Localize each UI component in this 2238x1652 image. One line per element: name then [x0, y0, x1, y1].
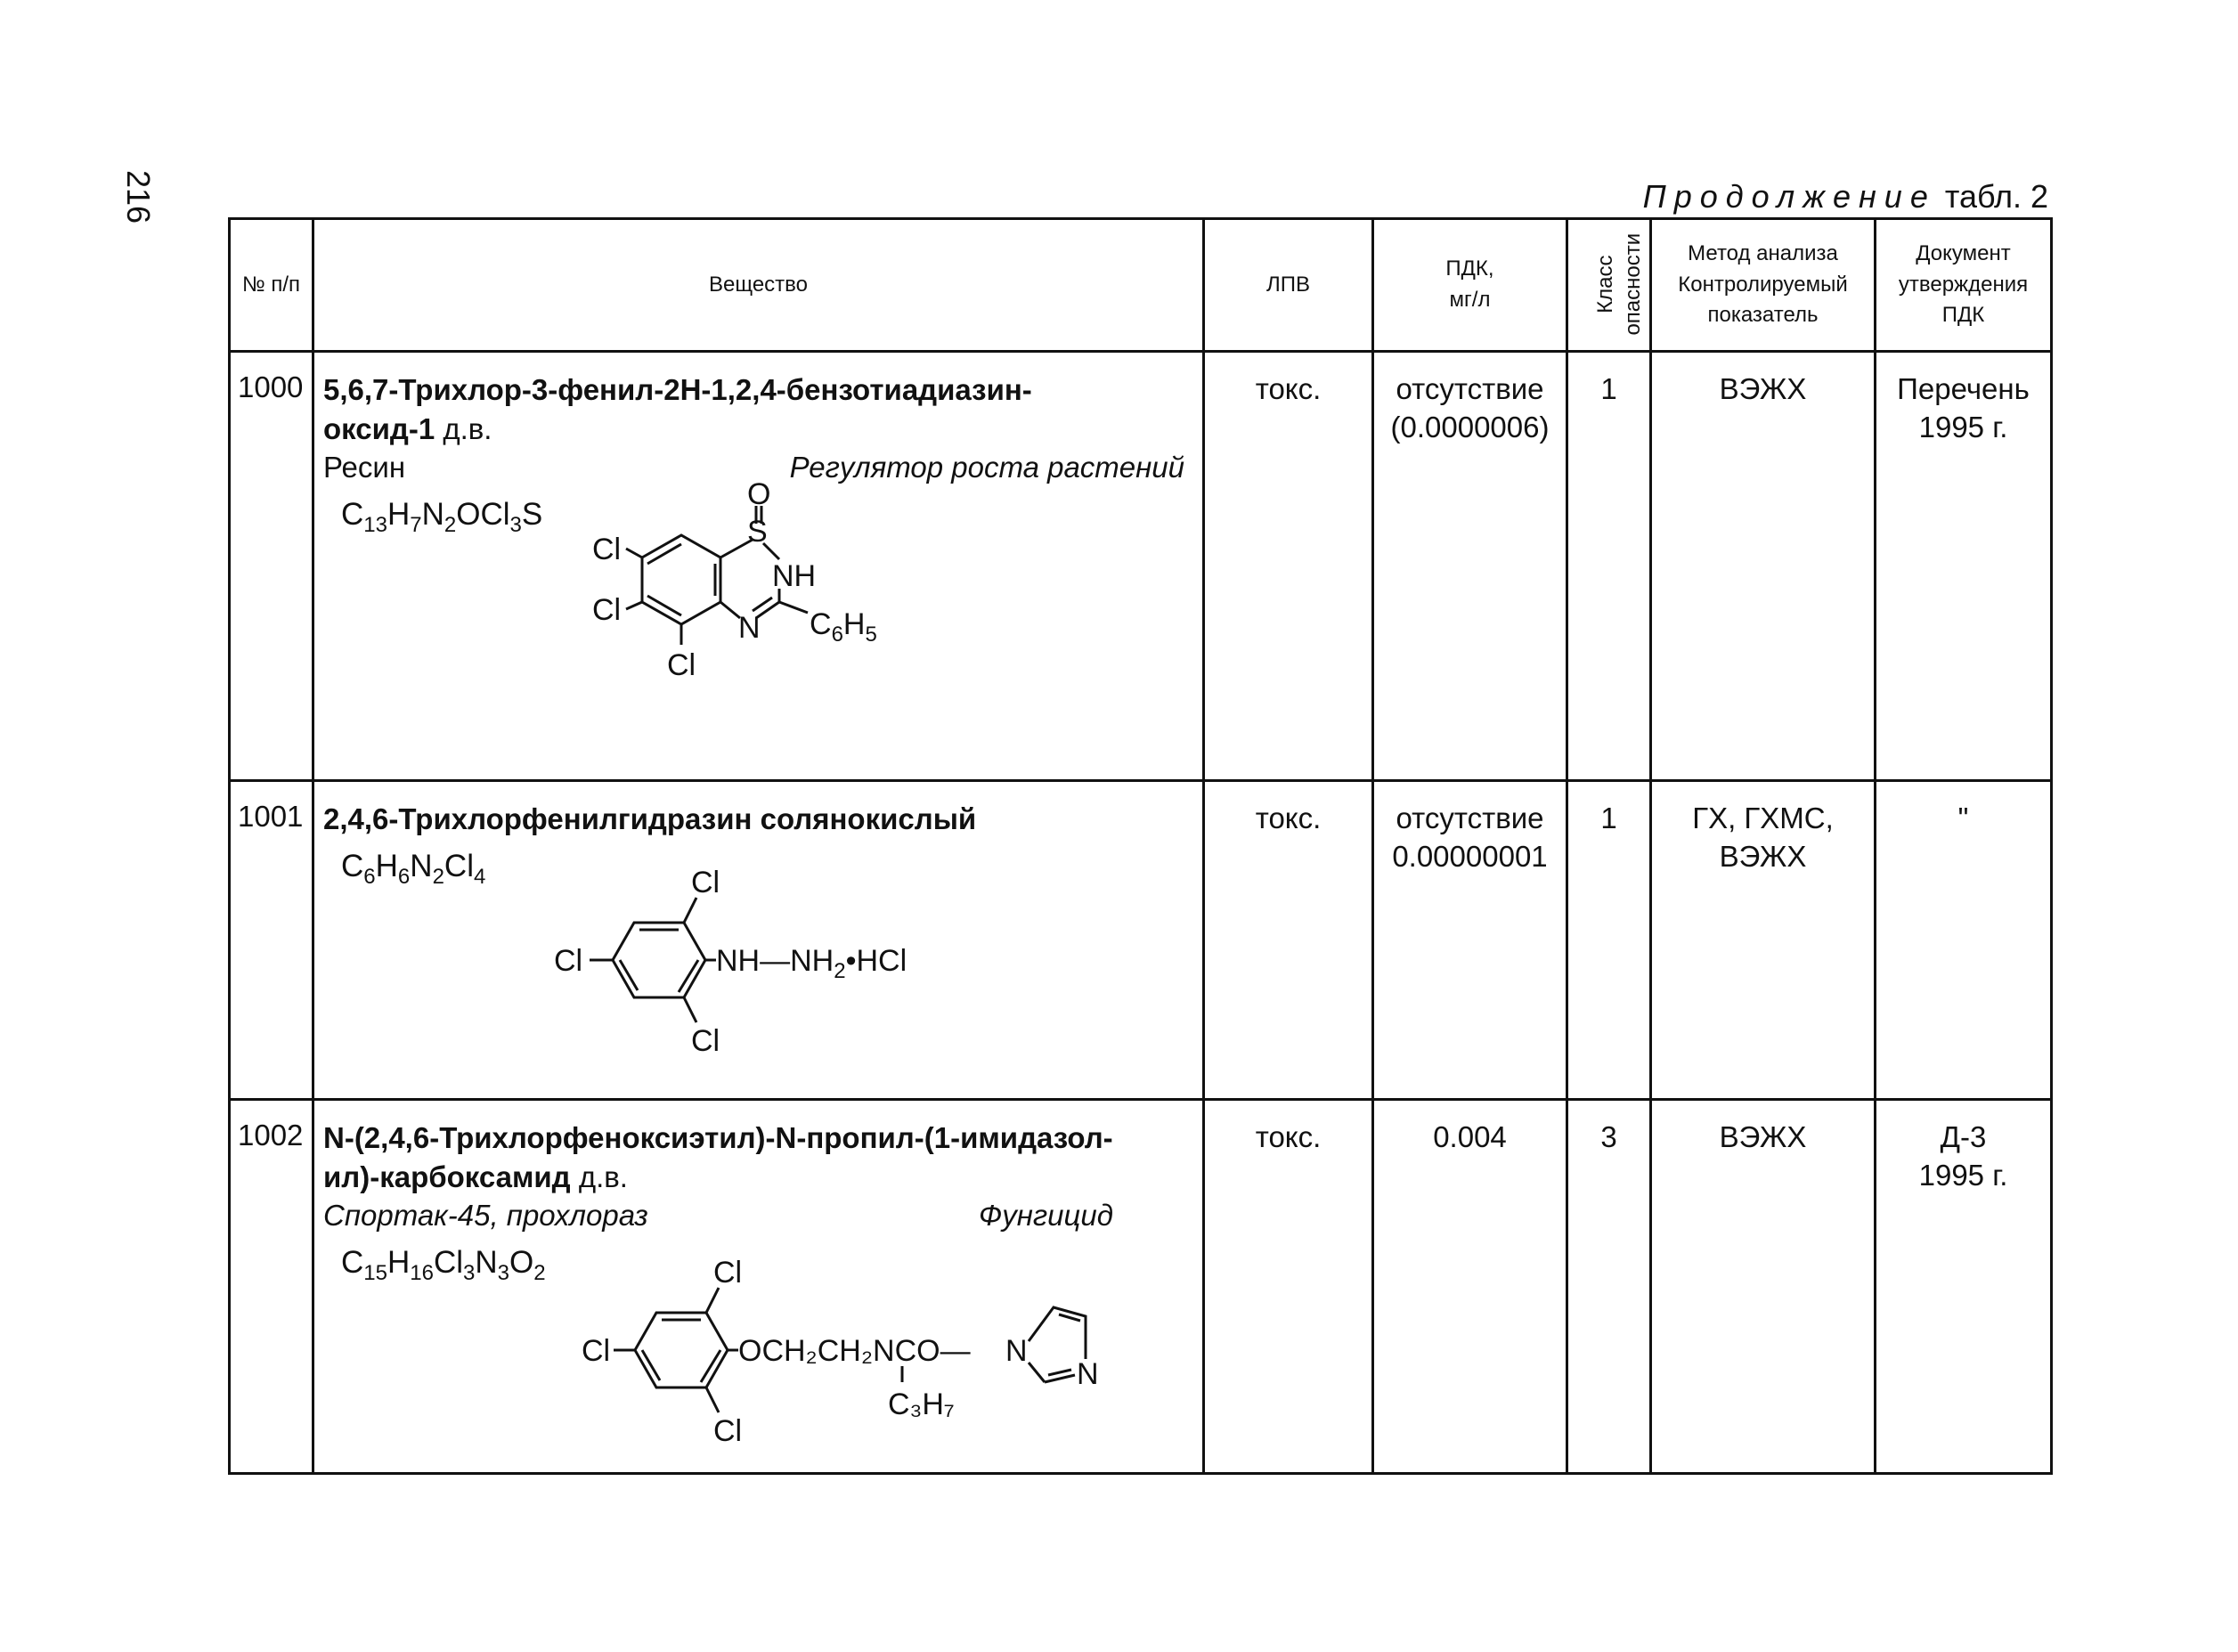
- structure-prochloraz: [582, 1252, 1187, 1466]
- bond-cl: [684, 898, 696, 923]
- atom-n: N: [738, 611, 761, 645]
- molecular-formula: $C_6H_6N_2Cl_4$: [341, 848, 486, 889]
- bond-cl: [626, 549, 642, 557]
- atom-cl: Cl: [691, 1024, 720, 1058]
- header-pdk: [1373, 219, 1567, 352]
- benzene-ring: [642, 535, 720, 624]
- hazard-class-cell: 1: [1567, 352, 1651, 781]
- atom-cl: Cl: [713, 1414, 743, 1448]
- trade-name: Ресин: [323, 451, 406, 484]
- pdk-value-line2: 0.00000001: [1392, 839, 1548, 873]
- header-method: [1651, 219, 1876, 352]
- atom-cl: Cl: [592, 533, 622, 566]
- header-num: № п/п: [230, 219, 313, 352]
- header-method-line3: показатель: [1707, 303, 1819, 328]
- method-line2: ВЭЖХ: [1719, 839, 1807, 873]
- pdk-value-line1: отсутствие: [1396, 802, 1544, 834]
- molecular-formula: $C_{13}H_7N_2OCl_3S$: [341, 496, 543, 537]
- substance-name: 2,4,6-Трихлорфенилгидразин солянокислый: [323, 802, 977, 835]
- pdk-value-line2: (0.0000006): [1390, 410, 1550, 444]
- atom-cl: Cl: [667, 648, 696, 682]
- header-pdk-line2: мг/л: [1449, 288, 1491, 312]
- imidazole-n3: N: [1077, 1357, 1099, 1391]
- pdk-cell: [1373, 352, 1567, 781]
- bond-cl: [626, 602, 642, 609]
- imidazole-ring: [1029, 1307, 1086, 1359]
- bond-c-phenyl: [779, 602, 808, 613]
- table-row: [230, 352, 2052, 781]
- substance-cell: [313, 781, 1204, 1100]
- atom-cl: Cl: [582, 1334, 611, 1368]
- method-cell: [1651, 781, 1876, 1100]
- ether-amide-chain: OCH₂CH₂NCO—: [738, 1334, 971, 1368]
- method-cell: [1651, 1100, 1876, 1474]
- page-number: 216: [120, 170, 157, 224]
- document-line1: Перечень: [1897, 372, 2030, 405]
- imidazole-double-bond: [1059, 1314, 1080, 1321]
- atom-cl: Cl: [691, 866, 720, 899]
- header-doc-line3: ПДК: [1941, 303, 1985, 328]
- substance-role: Регулятор роста растений: [789, 451, 1184, 484]
- atom-cl: Cl: [554, 944, 583, 978]
- document-ditto-mark: ": [1957, 802, 1969, 834]
- method-line1: ГХ, ГХМС,: [1692, 802, 1834, 834]
- ring-double-bond: [647, 596, 681, 615]
- document-cell: [1876, 352, 2052, 781]
- header-lpv: ЛПВ: [1204, 219, 1373, 352]
- method-line1: ВЭЖХ: [1719, 372, 1807, 405]
- lpv-cell: токс.: [1204, 1100, 1373, 1474]
- caption-continuation: Продолжение: [1642, 178, 1936, 215]
- document-cell: [1876, 781, 2052, 1100]
- imidazole-n1: N: [1005, 1334, 1028, 1368]
- phenyl-group: $C_6H_5$: [810, 607, 877, 647]
- document-line1: Д-3: [1940, 1120, 1987, 1153]
- atom-nh: NH: [772, 559, 817, 593]
- header-row: [230, 219, 2052, 352]
- header-hazard-rotated: [1591, 232, 1647, 335]
- caption-table-ref: табл. 2: [1944, 178, 2048, 215]
- substance-role: Фунгицид: [979, 1199, 1113, 1233]
- propyl-group: C₃H₇: [888, 1388, 955, 1421]
- pdk-cell: [1373, 1100, 1567, 1474]
- trade-name: Спортак-45, прохлораз: [323, 1199, 648, 1233]
- table-row: [230, 1100, 2052, 1474]
- trade-row: [323, 1196, 1184, 1235]
- active-substance-mark: д.в.: [443, 411, 492, 445]
- hazard-class-cell: 1: [1567, 781, 1651, 1100]
- bond-n-c: [720, 602, 740, 618]
- document-line2: 1995 г.: [1918, 410, 2008, 444]
- pdk-cell: [1373, 781, 1567, 1100]
- imidazole-double-bond: [1048, 1370, 1071, 1375]
- bond-cl: [706, 1388, 719, 1412]
- row-number: 1002: [230, 1100, 313, 1474]
- active-substance-mark: д.в.: [578, 1160, 628, 1193]
- atom-cl: Cl: [592, 593, 622, 627]
- imidazole-ring: [1029, 1363, 1045, 1382]
- lpv-cell: токс.: [1204, 781, 1373, 1100]
- header-method-line1: Метод анализа: [1688, 240, 1838, 265]
- header-hazard-line1: Класс: [1593, 255, 1618, 313]
- header-document: [1876, 219, 2052, 352]
- substances-table: [228, 217, 2053, 1475]
- bond-cl: [706, 1288, 719, 1313]
- structure-benzothiadiazine: [582, 477, 902, 753]
- document-line2: 1995 г.: [1918, 1158, 2008, 1192]
- atom-s: S: [747, 515, 768, 549]
- header-method-line2: Контролируемый: [1678, 272, 1848, 297]
- hydrazine-chain: $NH—NH_2•HCl$: [716, 944, 907, 983]
- lpv-cell: токс.: [1204, 352, 1373, 781]
- bond-cl: [684, 997, 696, 1022]
- substance-name-line1: 5,6,7-Трихлор-3-фенил-2Н-1,2,4-бензотиадиазин-: [323, 373, 1032, 406]
- hazard-class-cell: 3: [1567, 1100, 1651, 1474]
- row-number: 1001: [230, 781, 313, 1100]
- substance-name-line1: N-(2,4,6-Трихлорфеноксиэтил)-N-пропил-(1-имидазол-: [323, 1121, 1113, 1154]
- header-doc-line2: утверждения: [1898, 272, 2029, 297]
- substance-name: [323, 1119, 1184, 1196]
- header-doc-line1: Документ: [1916, 240, 2011, 265]
- row-number: 1000: [230, 352, 313, 781]
- header-substance: Вещество: [313, 219, 1204, 352]
- substance-name: [323, 370, 1184, 448]
- method-cell: [1651, 352, 1876, 781]
- document-cell: [1876, 1100, 2052, 1474]
- header-pdk-line1: ПДК,: [1445, 256, 1494, 281]
- molecular-formula: $C_{15}H_{16}Cl_3N_3O_2$: [341, 1244, 546, 1285]
- benzene-ring: [613, 923, 705, 997]
- pdk-value-line1: отсутствие: [1396, 372, 1544, 405]
- pdk-value-line1: 0.004: [1433, 1120, 1507, 1153]
- ring-double-bond: [647, 544, 681, 564]
- substance-name-line2: оксид-1: [323, 411, 435, 445]
- atom-cl: Cl: [713, 1256, 743, 1290]
- benzene-ring: [635, 1313, 728, 1388]
- table-caption: [1643, 178, 2048, 216]
- header-hazard-line2: опасности: [1621, 232, 1646, 336]
- header-hazard: [1567, 219, 1651, 352]
- substance-cell: [313, 1100, 1204, 1474]
- substance-name-line2: ил)-карбоксамид: [323, 1160, 571, 1193]
- method-line1: ВЭЖХ: [1719, 1120, 1807, 1153]
- substance-cell: [313, 352, 1204, 781]
- table-row: [230, 781, 2052, 1100]
- atom-o: O: [747, 477, 771, 511]
- structure-trichlorophenylhydrazine: [541, 853, 1005, 1067]
